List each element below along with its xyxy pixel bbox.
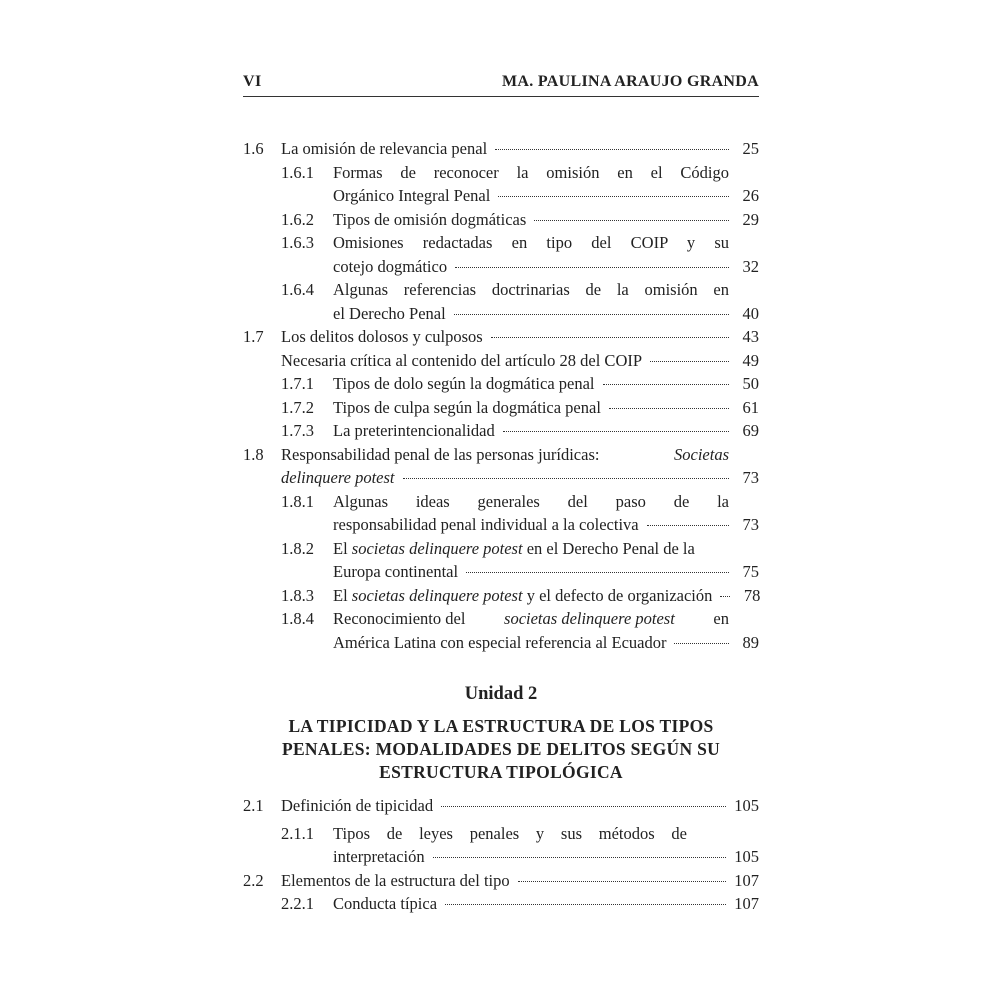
unit-number: Unidad 2 (464, 684, 538, 704)
toc-entry-title-line2: interpretación (333, 847, 425, 866)
toc-entry (243, 584, 759, 608)
toc-entry-number: 1.7.3 (281, 421, 314, 440)
toc-entry-title: Definición de tipicidad (281, 796, 434, 815)
toc-entry-title-italic: societas delinquere potest (351, 585, 523, 605)
toc-entry-title: La omisión de relevancia penal (281, 139, 488, 158)
toc-entry-number: 1.6.4 (281, 280, 314, 299)
dot-leader (455, 267, 729, 268)
toc-entry-title-line2: cotejo dogmático (333, 256, 448, 276)
toc-entry-title-italic: societas delinquere potest (351, 538, 523, 558)
toc-entry-number: 1.7.1 (281, 374, 314, 393)
toc-entry-title-line1: Algunas referencias doctrinarias de la omisión en (333, 280, 729, 299)
toc-entry-page: 73 (742, 515, 759, 534)
toc-entry-number: 1.8.3 (281, 585, 314, 605)
toc-entry-number: 1.7 (243, 327, 264, 346)
table-of-contents-unit-1 (243, 137, 759, 654)
toc-entry-title: Tipos de dolo según la dogmática penal (333, 374, 595, 393)
toc-entry-page: 107 (734, 894, 759, 913)
dot-leader (441, 806, 726, 807)
toc-entry (243, 443, 759, 490)
dot-leader (603, 384, 729, 385)
dot-leader (498, 196, 729, 197)
toc-entry (243, 231, 759, 278)
unit-title-line3: ESTRUCTURA TIPOLÓGICA (379, 762, 623, 782)
toc-entry-title-line2: Orgánico Integral Penal (333, 186, 491, 205)
toc-entry-title-italic: Societas (674, 444, 729, 464)
toc-entry (243, 325, 759, 349)
toc-entry-title: Necesaria crítica al contenido del artículo 28 del COIP (281, 350, 643, 370)
dot-leader (518, 881, 727, 882)
toc-entry (243, 396, 759, 420)
unit-heading (243, 684, 759, 784)
toc-entry-title-line1: Responsabilidad penal de las personas jurídicas: (281, 444, 600, 464)
dot-leader (403, 478, 730, 479)
toc-entry-number: 1.7.2 (281, 397, 314, 417)
author-name: MA. PAULINA ARAUJO GRANDA (502, 73, 759, 90)
toc-entry (243, 161, 759, 208)
running-header (243, 66, 759, 97)
toc-entry-number: 1.8 (243, 444, 264, 464)
toc-entry (243, 137, 759, 161)
toc-entry-number: 2.2 (243, 870, 264, 890)
toc-entry (243, 490, 759, 537)
dot-leader (650, 361, 729, 362)
toc-entry-title: Tipos de omisión dogmáticas (333, 209, 527, 229)
dot-leader (647, 525, 729, 526)
toc-entry-page: 49 (742, 350, 759, 370)
toc-entry-title-pre: Reconocimiento del (333, 609, 466, 628)
toc-entry-page: 61 (742, 397, 759, 417)
toc-entry-page: 89 (742, 632, 759, 652)
toc-entry-title-pre: El (333, 538, 348, 558)
toc-entry (243, 869, 759, 893)
toc-entry-page: 43 (742, 327, 759, 346)
toc-entry-title: Los delitos dolosos y culposos (281, 327, 483, 346)
toc-entry-number: 1.6.2 (281, 209, 314, 229)
dot-leader (495, 149, 729, 150)
toc-entry-page: 78 (743, 585, 761, 605)
dot-leader (534, 220, 729, 221)
toc-entry-number: 1.8.2 (281, 538, 314, 558)
page-number: VI (243, 73, 262, 90)
table-of-contents-unit-2 (243, 794, 759, 916)
toc-entry-title-post: y el defecto de organización (526, 585, 713, 605)
toc-entry (243, 537, 759, 584)
toc-entry (243, 892, 759, 916)
toc-entry-title: Conducta típica (333, 894, 438, 913)
toc-entry-title-line2: Europa continental (333, 562, 459, 581)
toc-entry (243, 208, 759, 232)
toc-entry-page: 73 (742, 468, 759, 487)
toc-entry-page: 105 (734, 796, 759, 815)
toc-entry-number: 2.2.1 (281, 894, 314, 913)
dot-leader (491, 337, 729, 338)
toc-entry-page: 50 (742, 374, 759, 393)
toc-entry-number: 1.6 (243, 139, 264, 158)
toc-entry-number: 1.6.3 (281, 233, 314, 252)
toc-entry (243, 372, 759, 396)
toc-entry-page: 26 (742, 186, 759, 205)
toc-entry (243, 349, 759, 373)
dot-leader (445, 904, 726, 905)
toc-entry-title-line1: Omisiones redactadas en tipo del COIP y su (333, 233, 729, 252)
toc-entry-title-line2: América Latina con especial referencia al Ecuador (333, 632, 667, 652)
toc-entry-title-line2: el Derecho Penal (333, 303, 446, 323)
toc-entry-page: 107 (734, 870, 759, 890)
toc-entry-title: La preterintencionalidad (333, 421, 495, 440)
dot-leader (503, 431, 729, 432)
toc-entry-page: 75 (742, 562, 759, 581)
toc-entry-page: 32 (742, 256, 759, 276)
toc-entry (243, 794, 759, 818)
toc-entry (243, 822, 759, 869)
dot-leader (720, 596, 730, 597)
dot-leader (454, 314, 729, 315)
unit-title-line2: PENALES: MODALIDADES DE DELITOS SEGÚN SU (281, 739, 721, 759)
dot-leader (674, 643, 729, 644)
toc-entry-number: 1.8.4 (281, 609, 314, 628)
toc-entry-title-pre: El (333, 585, 348, 605)
toc-entry-title-line1: Algunas ideas generales del paso de la (333, 491, 729, 511)
toc-entry (243, 278, 759, 325)
dot-leader (466, 572, 729, 573)
toc-entry-title-post: en (713, 609, 729, 628)
toc-entry-page: 105 (734, 847, 759, 866)
toc-entry-page: 25 (742, 139, 759, 158)
dot-leader (433, 857, 727, 858)
toc-entry-title-line2: responsabilidad penal individual a la colectiva (333, 515, 639, 534)
toc-entry-number: 1.6.1 (281, 162, 314, 182)
toc-entry-title: Tipos de culpa según la dogmática penal (333, 397, 601, 417)
toc-entry-title-line1: Tipos de leyes penales y sus métodos de (333, 823, 687, 843)
toc-entry-title-post: en el Derecho Penal de la (526, 538, 695, 558)
toc-entry (243, 419, 759, 443)
dot-leader (609, 408, 729, 409)
toc-entry-title-italic: societas delinquere potest (504, 609, 675, 628)
toc-entry-number: 1.8.1 (281, 491, 314, 511)
toc-entry-page: 29 (742, 209, 759, 229)
unit-title-line1: LA TIPICIDAD Y LA ESTRUCTURA DE LOS TIPOS (288, 716, 714, 736)
toc-entry-title-line2: delinquere potest (281, 468, 395, 487)
toc-entry (243, 607, 759, 654)
toc-entry-title-line1: Formas de reconocer la omisión en el Código (333, 162, 729, 182)
toc-entry-number: 2.1.1 (281, 823, 314, 843)
toc-entry-number: 2.1 (243, 796, 264, 815)
toc-entry-title: Elementos de la estructura del tipo (281, 870, 510, 890)
toc-entry-page: 40 (742, 303, 759, 323)
toc-entry-page: 69 (742, 421, 759, 440)
